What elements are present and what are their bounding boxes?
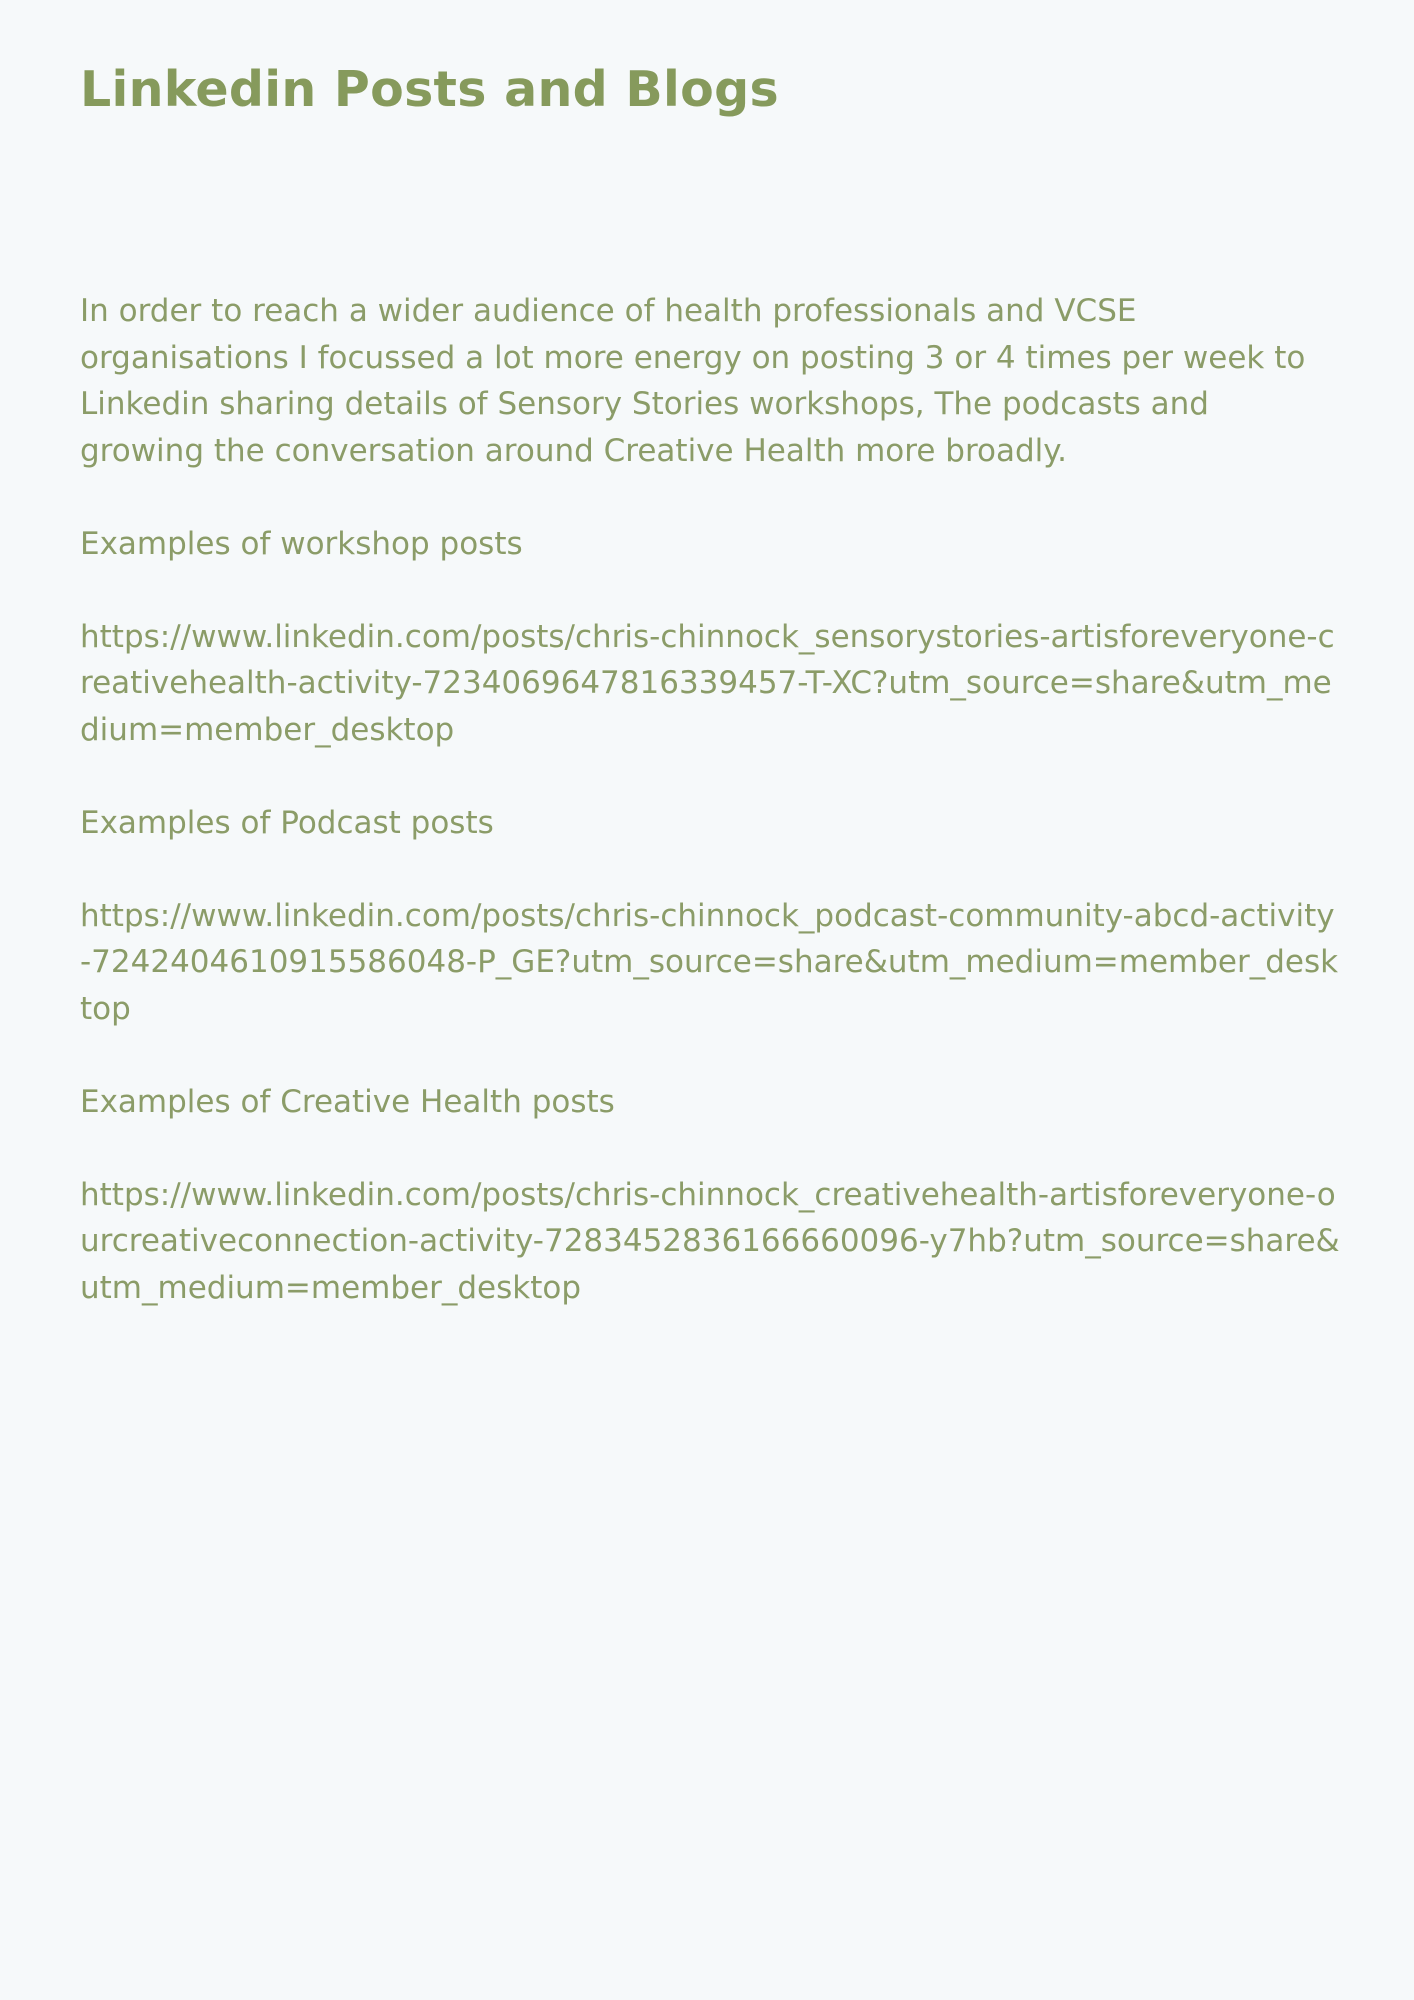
page-title: Linkedin Posts and Blogs [80,61,779,118]
section-heading-creative-health: Examples of Creative Health posts [80,1083,615,1120]
section-heading-workshop: Examples of workshop posts [80,525,523,562]
section-heading-podcast: Examples of Podcast posts [80,804,494,841]
intro-paragraph: In order to reach a wider audience of health professionals and VCSE organisations I focussed a lot more energy on posting 3 or 4 times per week to Linkedin sharing details of Sensory Stories workshops, The podcasts and growing the conversation around Creative Health more broadly. [80,293,1306,469]
document-body [80,288,1340,1311]
section-link-paragraph-creative-health [80,1172,1340,1312]
workshop-post-link[interactable]: https://www.linkedin.com/posts/chris-chinnock_sensorystories-artisforeveryone-creativehealth-activity-7234069647816339457-T-XC?utm_source=share&utm_medium=member_desktop [80,618,1335,748]
section-link-paragraph-workshop [80,614,1340,754]
creative-health-post-link[interactable]: https://www.linkedin.com/posts/chris-chinnock_creativehealth-artisforeveryone-ourcreativeconnection-activity-7283452836166660096-y7hb?utm_source=share&utm_medium=member_desktop [80,1176,1340,1306]
section-link-paragraph-podcast [80,893,1340,1033]
podcast-post-link[interactable]: https://www.linkedin.com/posts/chris-chinnock_podcast-community-abcd-activity-7242404610915586048-P_GE?utm_source=share&utm_medium=member_desktop [80,897,1339,1027]
